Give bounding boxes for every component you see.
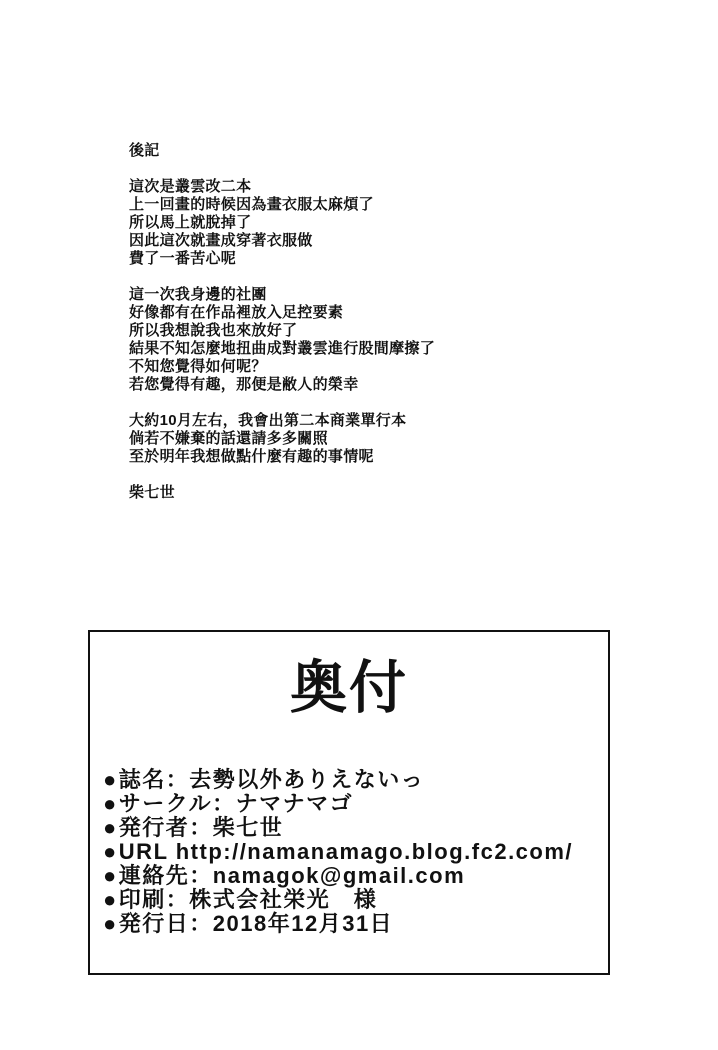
colophon-item-publication-date: [103, 912, 608, 936]
bullet-icon: ●: [103, 887, 118, 912]
bullet-icon: ●: [103, 791, 118, 816]
colophon-item-text: URL http://namanamago.blog.fc2.com/: [118, 839, 574, 864]
colophon-list: [90, 768, 608, 936]
afterword-title: 後記: [129, 142, 160, 159]
colophon-item-circle: [103, 792, 608, 816]
afterword-line: 好像都有在作品裡放入足控要素: [129, 304, 344, 321]
colophon-item-publisher: [103, 816, 608, 840]
afterword-signature: 柴七世: [129, 484, 175, 501]
afterword-line: 這次是叢雲改二本: [129, 178, 252, 195]
colophon-item-text: 印刷：株式会社栄光 様: [118, 887, 378, 912]
colophon-item-text: 誌名：去勢以外ありえないっ: [118, 767, 425, 792]
afterword-line: 所以馬上就脫掉了: [129, 214, 252, 231]
afterword-line: 結果不知怎麼地扭曲成對叢雲進行股間摩擦了: [129, 340, 436, 357]
colophon-item-contact: [103, 864, 608, 888]
bullet-icon: ●: [103, 911, 118, 936]
afterword-line: 至於明年我想做點什麼有趣的事情呢: [129, 448, 374, 465]
afterword-line: 大約10月左右，我會出第二本商業單行本: [129, 412, 407, 429]
afterword-section: [129, 142, 435, 502]
bullet-icon: ●: [103, 863, 118, 888]
afterword-line: 上一回畫的時候因為畫衣服太麻煩了: [129, 196, 374, 213]
colophon-item-text: サークル：ナマナマゴ: [118, 791, 354, 816]
colophon-item-url: [103, 840, 608, 864]
afterword-line: 所以我想說我也來放好了: [129, 322, 298, 339]
colophon-item-text: 発行日：2018年12月31日: [118, 911, 394, 936]
afterword-line: 這一次我身邊的社團: [129, 286, 267, 303]
afterword-line: 倘若不嫌棄的話還請多多關照: [129, 430, 328, 447]
colophon-item-text: 連絡先：namagok@gmail.com: [118, 863, 466, 888]
bullet-icon: ●: [103, 815, 118, 840]
afterword-line: 不知您覺得如何呢？: [129, 358, 267, 375]
colophon-box: [88, 630, 610, 975]
afterword-line: 若您覺得有趣，那便是敝人的榮幸: [129, 376, 359, 393]
colophon-item-magazine-title: [103, 768, 608, 792]
afterword-paragraph-2: [129, 286, 435, 394]
colophon-item-text: 発行者：柴七世: [118, 815, 284, 840]
colophon-item-printer: [103, 888, 608, 912]
afterword-paragraph-1: [129, 178, 435, 268]
afterword-line: 費了一番苦心呢: [129, 250, 237, 267]
afterword-paragraph-3: [129, 412, 435, 466]
afterword-line: 因此這次就畫成穿著衣服做: [129, 232, 313, 249]
bullet-icon: ●: [103, 767, 118, 792]
colophon-title: 奥付: [290, 656, 408, 720]
bullet-icon: ●: [103, 839, 118, 864]
